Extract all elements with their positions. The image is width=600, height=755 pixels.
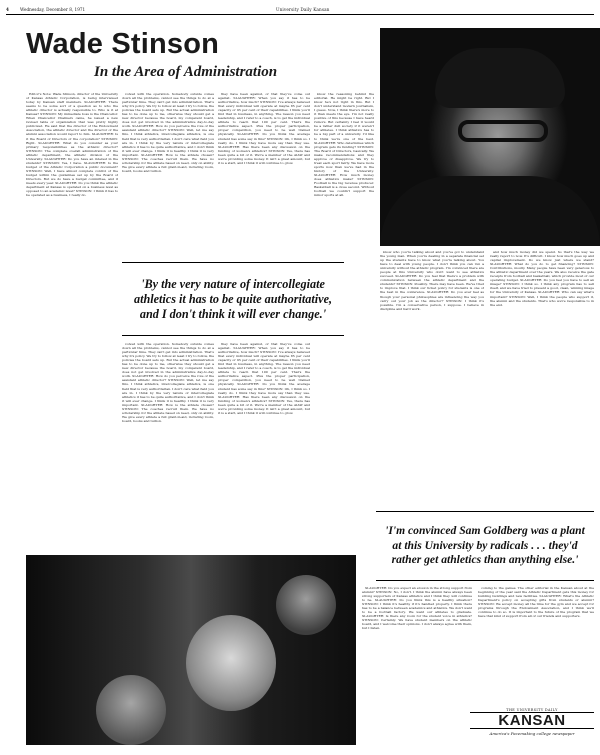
- article-column-3a: [218, 92, 310, 256]
- article-column-2a: [122, 92, 214, 256]
- article-column-1: [26, 92, 118, 550]
- page-number: 4: [6, 7, 9, 12]
- column-text: SLAUGHTER: Do you expect an erosion in the strong support from alumni? STINSON: No, I don't. I think the alumni have always been strong supporters of Kansas athletics and I think they will continue to be. SLAUGHTER: Do you think this is a healthy situation? STINSON: I think it's healthy if it's handled properly. I think there has to be a balance between academics and athletics. We don't want to be a football factory. We want our athletes to graduate. SLAUGHTER: Is there any room for the student voice in athletics? STINSON: Certainly. We have student members on the athletic board, and I welcome their opinions. I don't always agree with them, but I listen.: [362, 586, 472, 631]
- footer-paper-name: KANSAN: [470, 712, 594, 729]
- column-text: know the reasoning behind the editorial. He might be right. But I know he's not right in this. But I don't understand modern journalism, I guess. Now, I think there's more to it than meets the eye. I'm not really positive of this because I have heard rumors. But certainly I feel it would be a rather dull society if it weren't for athletes. I think athletics has to be a big part of a university. I'd like to think we're one of the best. SLAUGHTER: Who determines which program gets its funding? STINSON: The Board of Directors, basically. We make recommendations and they approve or disapprove. We try to treat each sport fairly. We have more sports now than we've had in the history of the University. SLAUGHTER: How much money does athletics make? STINSON: Football is the big revenue producer. Basketball is a close second. Without football we couldn't support the minor sports at all.: [314, 92, 374, 198]
- column-text: know who you're talking about and you've got to understand the young man. When you're dealing in a separate financial set up the students have to know what you're talking about. You have to deal with young people. I don't think you can run a university without the athletic program. I'm convinced there are people at this University who don't want to see athletics succeed. SLAUGHTER: Do you feel that there's a problem with communication between the athletic department and the students? STINSON: Possibly. There may have been. We've tried to improve that. I think our ticket policy for students is one of the best in the conference. SLAUGHTER: Do you ever feel as though your personal philosophies are influencing the way you carry out your job as the director? STINSON: I think it's possible. I'm a conservative person, I suppose. I believe in discipline and hard work.: [380, 250, 484, 311]
- photo-figure-head: [276, 575, 336, 635]
- headline: Wade Stinson: [26, 28, 220, 60]
- article-column-2b: [122, 342, 214, 550]
- column-text: volved with the operation. Somebody outside comes down all the problems, cannot see the things to do at a particular time. They can't get into administration. That's why it's policy. We try to follow at least I try to follow, the policies the board sets up. But the actual administration has to be done up to me, otherwise they should get a new director because the board, my competent board, does not get involved in the administrative day-to-day work. SLAUGHTER: How do you perceive the role of the assistant athletic director? STINSON: Well, let me say this. I think athletics, intercollegiate athletics, is one field that is very authoritarian. I don't care what field you are in. I think by the very nature of intercollegiate athletics it has to be quite authoritative, and I don't think it will ever change. I think it is healthy. I think it is very important. SLAUGHTER: How is the athlete chosen? STINSON: The coaches recruit them. We have no scholarship for the athlete based on need, only on ability. We give every athlete a full grant-in-aid, including room, board, books and tuition.: [122, 342, 214, 423]
- article-column-5c: [362, 586, 472, 748]
- photo-hair-shape: [435, 48, 565, 108]
- column-text: they have been against, or that they've come out against. SLAUGHTER: When you say it has to be authoritative, how much? STINSON: I've always believed that every individual will operate at maybe 85 per cent capacity or 95 per cent of their capabilities. I think you'll find that in business, in anything. The reason you need leadership, and I refer to a coach, is to get the individual athlete to reach that 100 per cent. That's the authoritative aspect. Plus the proper participation, proper competition, you need to be well trained physically. SLAUGHTER: Do you think the average student has some say in this? STINSON: Oh, I think so. I really do. I think they have more say than they use. SLAUGHTER: Has there been any discussion on the funding of women's athletics? STINSON: Yes, there has been quite a bit of it. We're a member of the AIAW and we're providing some money. It isn't a great amount, but it is a start, and I think it will continue to grow.: [218, 342, 310, 415]
- interview-group-photo: [26, 555, 356, 745]
- masthead-rule: [6, 14, 594, 15]
- article-column-5a: [380, 250, 484, 505]
- pull-quote-goldberg: 'I'm convinced Sam Goldberg was a plant at this University by radicals . . . they'd rather get athletics than anything else.': [376, 511, 594, 581]
- article-column-4: [314, 92, 374, 550]
- photo-shoulder-shape: [380, 176, 600, 246]
- subhead: In the Area of Administration: [94, 64, 278, 80]
- photo-figure-face: [186, 615, 276, 711]
- column-text: they have been against, or that they've come out against. SLAUGHTER: When you say it has to be authoritative, how much? STINSON: I've always believed that every individual will operate at maybe 85 per cent capacity or 95 per cent of their capabilities. I think you'll find that in business, in anything. The reason you need leadership, and I refer to a coach, is to get the individual athlete to reach that 100 per cent. That's the authoritative aspect. Plus the proper participation, proper competition, you need to be well trained physically. SLAUGHTER: Do you think the average student has some say in this? STINSON: Oh, I think so. I really do. I think they have more say than they use. SLAUGHTER: Has there been any discussion on the funding of women's athletics? STINSON: Yes, there has been quite a bit of it. We're a member of the AIAW and we're providing some money. It isn't a great amount, but it is a start, and I think it will continue to grow.: [218, 92, 310, 165]
- column-text: volved with the operation. Somebody outside comes down all the problems, cannot see the things to do at a particular time. They can't get into administration. That's why it's policy. We try to follow at least I try to follow, the policies the board sets up. But the actual administration has to be done up to me, otherwise they should get a new director because the board, my competent board, does not get involved in the administrative day-to-day work. SLAUGHTER: How do you perceive the role of the assistant athletic director? STINSON: Well, let me say this. I think athletics, intercollegiate athletics, is one field that is very authoritarian. I don't care what field you are in. I think by the very nature of intercollegiate athletics it has to be quite authoritative, and I don't think it will ever change. I think it is healthy. I think it is very important. SLAUGHTER: How is the athlete chosen? STINSON: The coaches recruit them. We have no scholarship for the athlete based on need, only on ability. We give every athlete a full grant-in-aid, including room, board, books and tuition.: [122, 92, 214, 173]
- kansan-footer-logo: [470, 708, 594, 736]
- column-text: coming to the games. The other editorial in the Kansan about at the beginning of the year said the Athletic Department gets this money for building buildings and new facilities. SLAUGHTER: What's the Athletic Department's policy on accepting gifts from students or alumni? STINSON: We accept money all the time for the gym and we accept for programs through the Endowment Association, and I think we'll continue to do so. It is important to the future of the program that we have that kind of support from all of our friends and supporters.: [478, 586, 594, 619]
- column-text: Editor's Note: Wade Stinson, director of the University of Kansas Athletic Corporation, is being interviewed today by Kansan staff members. SLAUGHTER: There seems to be some sort of a question as to who the athletic director is actually responsible to. Who is it at Kansas? STINSON: My immediate boss is the Chancellor. When Chancellor Chalmers came, he issued a new revised table of organization that was pretty highly publicized. He said that the director of the Endowment Association, the athletic director and the director of the alumni association would report to him. SLAUGHTER: Is it the Board of Directors of the corporation? STINSON: Right. SLAUGHTER: What do you consider as your primary responsibilities as the athletic director? STINSON: The complete overall administration of the athletic department, the athletic division of the University. SLAUGHTER: Do you have an interest in the students? STINSON: Yes, I have. SLAUGHTER: Is the budget of the Athletic Corporation a public document? STINSON: Well, I have almost complete control of the budget within the guidelines set up by the Board of Directors. But we do have a budget committee, and it meets every year. SLAUGHTER: Do you think the athletic department at Kansas is operated on a business level as opposed to an academic level? STINSON: I think it has to be operated as a business, I really do.: [26, 92, 118, 198]
- photo-glasses-shape: [458, 120, 548, 142]
- article-column-5d: [478, 586, 594, 704]
- issue-date: Wednesday, December 8, 1971: [20, 7, 86, 12]
- column-text: and how much money did we spend. So that's the way we really report to now. It's difficult. I know how much goes up and capital improvement. Do we know just where we stand? SLAUGHTER: What do you do to get financing? STINSON: Contributions, mostly. Many people have been very generous to the athletic department over the years. We also receive the gate receipts from football and basketball, which provide most of our operating budget. SLAUGHTER: Do you feel you have to sell an image? STINSON: I think so. I think any program has to sell itself, and we have tried to present a good, clean, winning image for the University of Kansas. SLAUGHTER: Who can say what's important? STINSON: Well, I think the people who support it, the alumni and the students. That's who we're responsible to in the end.: [490, 250, 594, 307]
- paper-name: University Daily Kansan: [276, 7, 330, 12]
- article-column-5b: [490, 250, 594, 505]
- masthead: [6, 4, 594, 16]
- stinson-portrait-photo: [380, 28, 600, 246]
- article-column-3b: [218, 342, 310, 550]
- pull-quote-authoritative: 'By the very nature of intercollegiate athletics it has to be quite authoritative, and I don't think it will ever change.': [122, 262, 344, 336]
- footer-motto: America's Pacemaking college newspaper: [489, 731, 575, 736]
- footer-small-title: THE UNIVERSITY DAILY: [506, 708, 558, 712]
- photo-figure-head: [96, 675, 166, 745]
